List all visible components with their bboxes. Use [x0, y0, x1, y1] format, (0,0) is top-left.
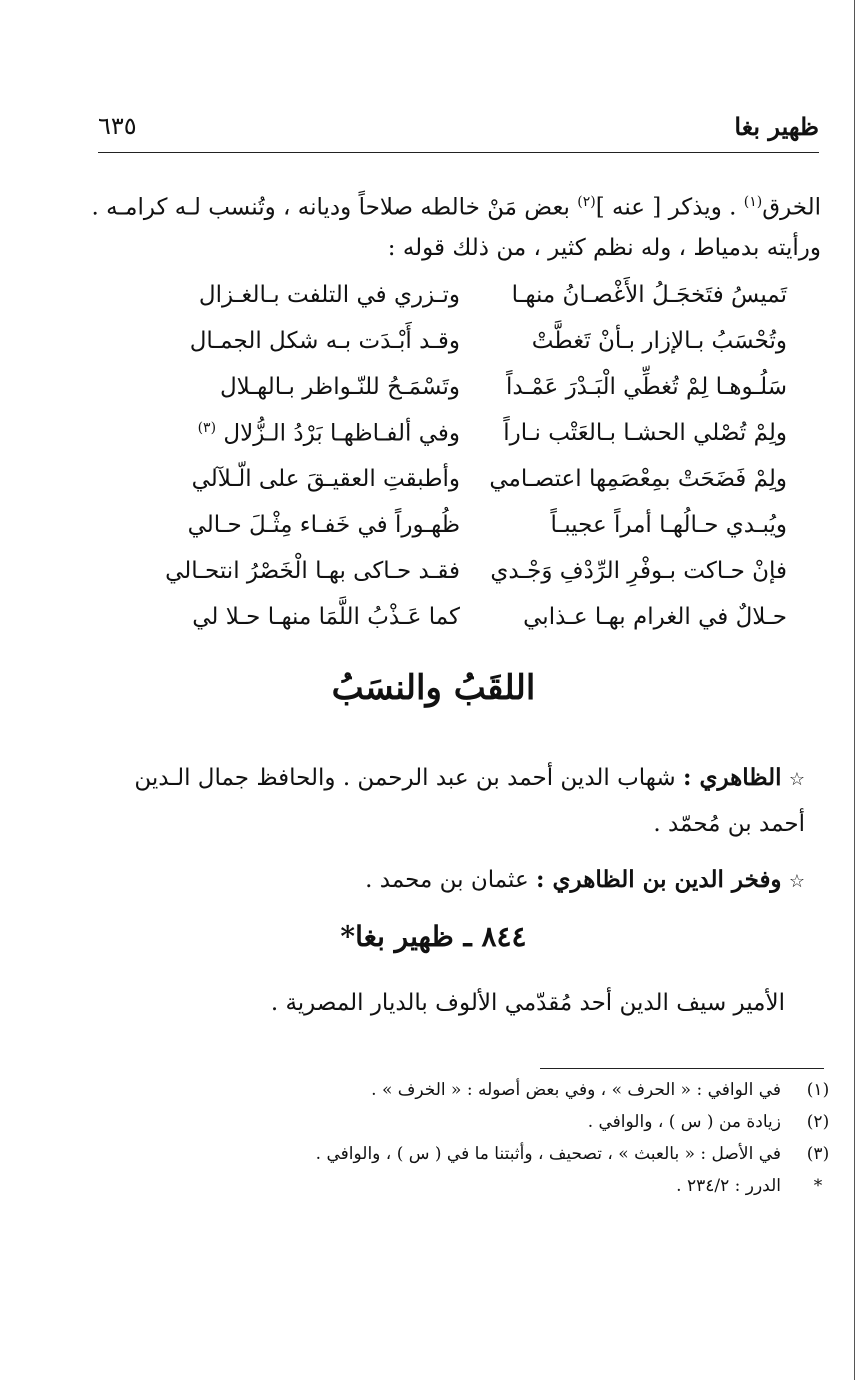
poem	[0, 282, 867, 650]
page-number: ٦٣٥	[98, 112, 137, 140]
biography-heading: ٨٤٤ ـ ظهير بغا*	[340, 920, 527, 953]
verse-line	[0, 466, 867, 512]
verse-line	[0, 512, 867, 558]
header-rule	[98, 152, 819, 153]
verse-second-hemistich: وقـد أَبْـدَت بـه شكل الجمـال	[189, 328, 460, 354]
verse-second-hemistich: وأطبقتِ العقيـقَ على الّـلآلي	[191, 466, 460, 492]
footnote-ref-1: (١)	[743, 194, 763, 210]
footnote-number: (٢)	[806, 1112, 830, 1132]
footnote-rule	[540, 1068, 824, 1069]
verse-first-hemistich: وتُحْسَبُ بـالإزار بـأنْ تَغطَّتْ	[531, 328, 787, 354]
entry-item	[90, 858, 805, 904]
verse-line	[0, 604, 867, 650]
verse-first-hemistich: فإنْ حـاكت بـوفْرِ الرِّدْفِ وَجْـدي	[490, 558, 787, 584]
intro-text-part2: . ويذكر [ عنه ]	[595, 194, 744, 221]
footnote-ref-3: (٣)	[197, 420, 217, 436]
footnote	[100, 1144, 835, 1176]
verse-first-hemistich: ويُبـدي حـالُهـا أمراً عجيبـاً	[550, 512, 787, 538]
footnotes	[100, 1080, 835, 1208]
footnote-number: (١)	[806, 1080, 830, 1100]
entry-name: وفخر الدين بن الظاهري :	[536, 866, 782, 893]
footnote	[100, 1112, 835, 1144]
intro-text-part1: الخرق	[762, 194, 821, 221]
verse-second-hemistich: وتـزري في التلفت بـالغـزال	[198, 282, 460, 308]
biography-text: الأمير سيف الدين أحد مُقدّمي الألوف بالديار المصرية .	[270, 990, 785, 1016]
footnote	[100, 1080, 835, 1112]
verse-second-hemistich	[130, 420, 460, 447]
verse-second-hemistich: ظُهـوراً في خَفـاء مِثْـلَ حـالي	[187, 512, 460, 538]
footnote	[100, 1176, 835, 1208]
footnote-text: في الوافي : « الحرف » ، وفي بعض أصوله : « الخرف » .	[371, 1080, 781, 1100]
star-icon: ☆	[788, 769, 805, 790]
entry-name: الظاهري :	[682, 764, 782, 791]
footnote-number: *	[813, 1176, 823, 1196]
verse-second-hemistich: كما عَـذْبُ اللَّمَا منهـا حـلا لي	[192, 604, 460, 630]
verse-second-hemistich: فقـد حـاكى بهـا الْخَصْرُ انتحـالي	[165, 558, 460, 584]
page-header	[98, 112, 819, 148]
footnote-number: (٣)	[806, 1144, 830, 1164]
entry-text: شهاب الدين أحمد بن عبد الرحمن . والحافظ جمال الـدين أحمد بن مُحمّد .	[134, 765, 805, 837]
entry-text: عثمان بن محمد .	[365, 867, 536, 893]
verse-second-hemistich-text: وفي ألفـاظهـا بَرْدُ الـزُّلال	[223, 420, 460, 447]
intro-text-part3: بعض مَنْ خالطه صلاحاً وديانه ، وتُنسب لـه كرامـه . ورأيته بدمياط ، وله نظم كثير ، من ذلك قوله :	[91, 194, 821, 261]
verse-second-hemistich: وتَسْمَـحُ للنّـواظر بـالهـلال	[219, 374, 460, 400]
entry-item	[90, 756, 805, 846]
footnote-text: في الأصل : « بالعبث » ، تصحيف ، وأثبتنا ما في ( س ) ، والوافي .	[315, 1144, 781, 1164]
verse-line	[0, 282, 867, 328]
verse-first-hemistich: حـلالٌ في الغرام بهـا عـذابي	[523, 604, 787, 630]
verse-first-hemistich: ولِمْ تُصْلي الحشـا بـالعَتْب نـاراً	[503, 420, 787, 446]
running-title: ظهير بغا	[734, 112, 819, 141]
verse-line	[0, 374, 867, 420]
verse-line	[0, 558, 867, 604]
footnote-text: الدرر : ٢٣٤/٢ .	[676, 1176, 781, 1196]
star-icon: ☆	[788, 871, 805, 892]
verse-line	[0, 328, 867, 374]
footnote-ref-2: (٢)	[577, 194, 596, 210]
section-heading: اللقَبُ والنسَبُ	[331, 668, 536, 708]
intro-paragraph	[88, 182, 821, 268]
verse-first-hemistich: ولِمْ فَضَحَتْ بمِعْصَمِها اعتصـامي	[489, 466, 787, 492]
verse-first-hemistich: تَميسُ فتَخجَـلُ الأَغْصـانُ منهـا	[511, 282, 787, 308]
verse-line	[0, 420, 867, 466]
verse-first-hemistich: سَلُـوهـا لِمْ تُغطِّي الْبَـدْرَ عَمْـداً	[506, 374, 787, 400]
footnote-text: زيادة من ( س ) ، والوافي .	[587, 1112, 781, 1132]
